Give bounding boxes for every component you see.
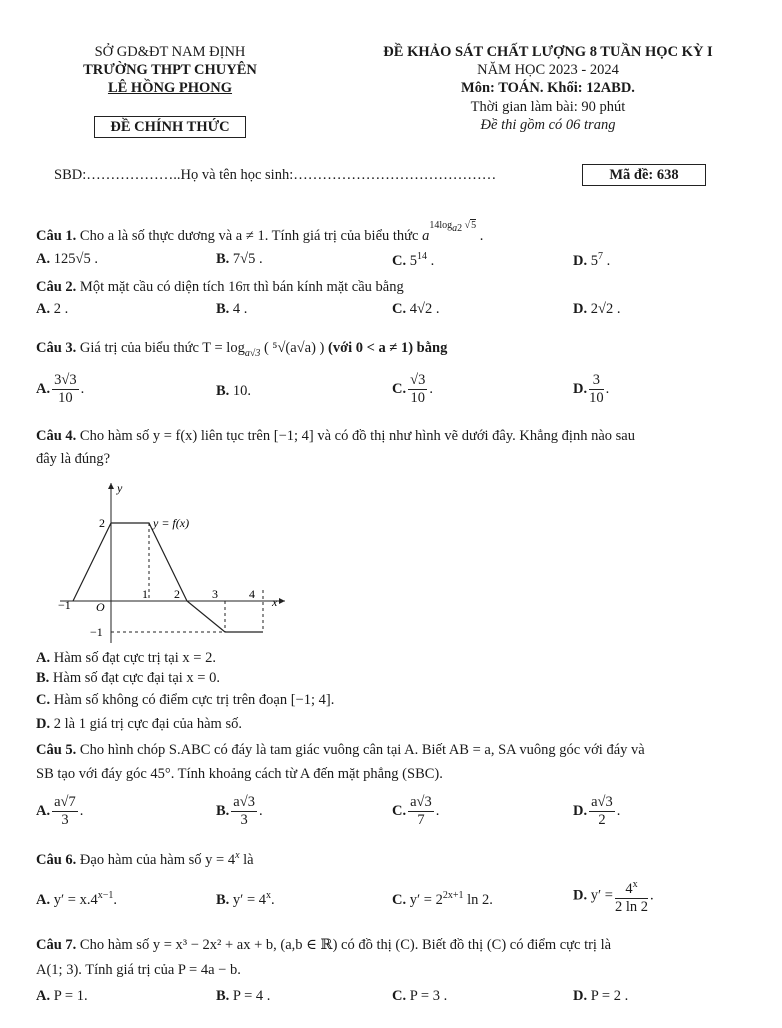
q1-option-c[interactable]: C. $5^{14}$ . xyxy=(392,251,435,269)
student-info-line: SBD:………………..Họ và tên học sinh:…………………………………… xyxy=(54,167,497,183)
question-4-line2: đây là đúng? xyxy=(36,451,111,467)
q1-option-a[interactable]: A. 125√5 . xyxy=(36,251,98,267)
function-curve xyxy=(73,523,263,632)
q1-label: Câu 1. xyxy=(36,227,77,244)
q2-option-a[interactable]: A. 2 . xyxy=(36,301,69,317)
q3-option-d[interactable]: D. $\frac{3}{10}$ . xyxy=(573,372,610,406)
tick-x3: 3 xyxy=(212,587,218,601)
question-2: Câu 2. Một mặt cầu có diện tích 16π thì bán kính mặt cầu bằng xyxy=(36,279,404,295)
q1-expr-root: 5 xyxy=(471,220,477,231)
q7-option-d[interactable]: D. P = 2 . xyxy=(573,988,629,1004)
time-limit: Thời gian làm bài: 90 phút xyxy=(470,99,626,115)
question-7-line1: Câu 7. Cho hàm số y = x³ − 2x² + ax + b, (a,b ∈ ℝ) có đồ thị (C). Biết đồ thị (C) có điểm cực trị là xyxy=(36,937,612,953)
x-axis-label: x xyxy=(272,595,278,609)
q2-option-c[interactable]: C. 4√2 . xyxy=(392,301,440,317)
question-5-line1: Câu 5. Cho hình chóp S.ABC có đáy là tam giác vuông cân tại A. Biết AB = a, SA vuông góc với đáy và xyxy=(36,742,645,758)
question-7-line2: A(1; 3). Tính giá trị của P = 4a − b. xyxy=(36,962,241,978)
q6-option-d[interactable]: D. y′ = $\frac{4^x}{2 \ln 2}$ . xyxy=(573,876,654,916)
q1-expr-sub: a xyxy=(452,223,458,234)
q6-option-c[interactable]: C. $y' = 2^{2x+1}$ ln 2. xyxy=(392,890,493,908)
question-5-line2: SB tạo với đáy góc 45°. Tính khoảng cách từ A đến mặt phẳng (SBC). xyxy=(36,766,443,782)
subject: Môn: TOÁN. Khối: 12ABD. xyxy=(461,80,635,96)
school-department: SỞ GD&ĐT NAM ĐỊNH xyxy=(94,44,246,60)
q1-expr-sub2: 2 xyxy=(457,223,463,234)
tick-x4: 4 xyxy=(249,587,255,601)
q1-text: Cho a là số thực dương và a ≠ 1. Tính giá trị của biểu thức xyxy=(79,227,419,244)
question-3: Câu 3. Giá trị của biểu thức $T = \log_{a√3}$ ( ⁵√(a√a) ) (với 0 < a ≠ 1) bằng xyxy=(36,340,448,359)
q6-option-b[interactable]: B. $y' = 4^x$. xyxy=(216,890,275,908)
q1-expr-exp: 14log xyxy=(429,220,453,231)
official-badge: ĐỀ CHÍNH THỨC xyxy=(94,116,246,138)
q4-graph xyxy=(50,478,290,648)
tick-ym1: −1 xyxy=(90,625,103,639)
question-1: Câu 1. Cho a là số thực dương và a ≠ 1. Tính giá trị của biểu thức $a^{14log_{a2} √5}$ . xyxy=(36,220,484,244)
school-year: NĂM HỌC 2023 - 2024 xyxy=(477,62,619,78)
function-label: y = f(x) xyxy=(153,516,190,530)
question-6: Câu 6. Đạo hàm của hàm số $y = 4^x$ là xyxy=(36,850,254,868)
q2-option-d[interactable]: D. 2√2 . xyxy=(573,301,621,317)
origin-label: O xyxy=(96,600,105,614)
page-count: Đề thi gồm có 06 trang xyxy=(480,117,616,133)
q1-option-b[interactable]: B. 7√5 . xyxy=(216,251,263,267)
q5-option-c[interactable]: C. $\frac{a√3}{7}$ . xyxy=(392,794,440,828)
q3-option-b[interactable]: B. 10. xyxy=(216,383,252,399)
q7-option-c[interactable]: C. P = 3 . xyxy=(392,988,448,1004)
q4-option-d[interactable]: D. 2 là 1 giá trị cực đại của hàm số. xyxy=(36,716,242,732)
q3-option-a[interactable]: A. $\frac{3√3}{10}$ . xyxy=(36,372,85,406)
q1-expr-base: a xyxy=(422,227,430,244)
y-axis-label: y xyxy=(117,481,123,495)
q5-option-d[interactable]: D. $\frac{a√3}{2}$ . xyxy=(573,794,621,828)
q4-option-a[interactable]: A. Hàm số đạt cực trị tại x = 2. xyxy=(36,650,216,666)
tick-xm1: −1 xyxy=(58,598,71,612)
q7-option-a[interactable]: A. P = 1. xyxy=(36,988,88,1004)
q7-option-b[interactable]: B. P = 4 . xyxy=(216,988,271,1004)
q4-option-c[interactable]: C. Hàm số không có điểm cực trị trên đoạn [−1; 4]. xyxy=(36,692,335,708)
q5-option-a[interactable]: A. $\frac{a√7}{3}$ . xyxy=(36,794,84,828)
tick-x2: 2 xyxy=(174,587,180,601)
q2-option-b[interactable]: B. 4 . xyxy=(216,301,248,317)
question-4-line1: Câu 4. Cho hàm số y = f(x) liên tục trên [−1; 4] và có đồ thị như hình vẽ dưới đây. Khẳng định nào sau xyxy=(36,428,635,444)
q6-option-a[interactable]: A. $y' = x.4^{x-1}$. xyxy=(36,890,117,908)
q5-option-b[interactable]: B. $\frac{a√3}{3}$ . xyxy=(216,794,263,828)
exam-title: ĐỀ KHẢO SÁT CHẤT LƯỢNG 8 TUẦN HỌC KỲ I xyxy=(383,44,713,60)
tick-x1: 1 xyxy=(142,587,148,601)
q3-option-c[interactable]: C. $\frac{√3}{10}$ . xyxy=(392,372,433,406)
q1-option-d[interactable]: D. $5^7$ . xyxy=(573,251,611,269)
q4-option-b[interactable]: B. Hàm số đạt cực đại tại x = 0. xyxy=(36,670,220,686)
exam-code: Mã đề: 638 xyxy=(582,164,706,186)
school-name: TRƯỜNG THPT CHUYÊN xyxy=(83,62,257,78)
school-name-2 xyxy=(60,80,280,97)
tick-y2: 2 xyxy=(99,516,105,530)
school-name-2-text: LÊ HỒNG PHONG xyxy=(107,80,233,96)
